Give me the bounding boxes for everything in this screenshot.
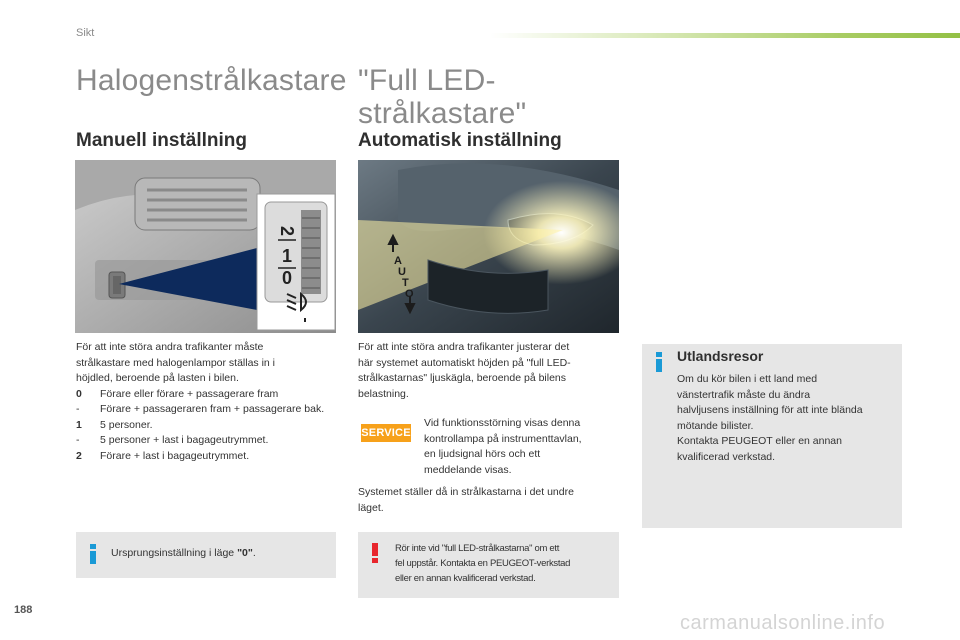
service-warning-lamp: SERVICE — [361, 424, 411, 442]
info-note-box — [76, 532, 336, 578]
auto-letter-u: U — [398, 266, 406, 278]
info-note-text: Ursprungsinställning i läge "0". — [111, 547, 256, 559]
dial-mark-2: 2 — [277, 225, 297, 237]
list-item: - Förare + passageraren fram + passagerare bak. — [76, 403, 325, 415]
auto-letter-a: A — [394, 255, 402, 267]
auto-letter-t: T — [402, 277, 409, 289]
headlamp-dial-inset — [257, 194, 335, 330]
left-body-text: För att inte störa andra trafikanter måste strålkastare med halogenlampor ställas in i höjdled, beroende på lasten i bilen. 0 Förare eller förare + passagerare fram - Förare + passageraren fram + passagerare bak. 1 5 personer. - 5 personer + last i bagageutrymmet. 2 Förare + last i bagageutrymmet. — [76, 340, 338, 464]
auto-headlamp-photo — [358, 160, 619, 333]
info-icon — [655, 352, 663, 372]
list-item: - 5 personer + last i bagageutrymmet. — [76, 434, 269, 446]
middle-body-text: För att inte störa andra trafikanter justerar det här systemet automatiskt höjden på "full LED- strålkastarnas" ljuskägla, beroende på bilens belastning. — [358, 341, 571, 400]
dial-mark-1: 1 — [281, 246, 293, 266]
travel-abroad-box — [642, 344, 902, 528]
section-label: Sikt — [76, 27, 95, 39]
travel-abroad-text: Om du kör bilen i ett land med vänstertrafik måste du ändra halvljusens inställning för att inte blända mötande bilister. Kontakta PEUGEOT eller en annan kvalificerad verkstad. — [677, 373, 863, 463]
list-item: 0 Förare eller förare + passagerare fram — [76, 387, 279, 400]
system-fallback-text: Systemet ställer då in strålkastarna i det undre läget. — [358, 486, 574, 514]
list-item: 1 5 personer. — [76, 418, 153, 431]
info-icon — [89, 544, 97, 564]
warning-note-box — [358, 532, 619, 598]
middle-title: "Full LED- strålkastare" — [358, 64, 527, 130]
watermark: carmanualsonline.info — [680, 612, 886, 634]
left-title: Halogenstrålkastare — [76, 64, 347, 97]
auto-letter-o: O — [405, 288, 414, 300]
dial-mark-0: 0 — [281, 268, 293, 288]
air-vent — [135, 178, 260, 230]
left-subtitle: Manuell inställning — [76, 130, 248, 151]
service-lamp-text: Vid funktionsstörning visas denna kontrollampa på instrumenttavlan, en ljudsignal hörs och ett meddelande visas. — [424, 417, 582, 476]
header-accent-bar — [490, 33, 960, 38]
page-number: 188 — [14, 604, 33, 616]
middle-subtitle: Automatisk inställning — [358, 130, 562, 151]
travel-abroad-title: Utlandsresor — [677, 348, 764, 364]
list-item: 2 Förare + last i bagageutrymmet. — [76, 449, 250, 462]
warning-note-text: Rör inte vid "full LED-strålkastarna" om ett fel uppstår. Kontakta en PEUGEOT-verkstad eller en annan kvalificerad verkstad. — [395, 543, 571, 584]
warning-icon — [371, 543, 379, 563]
manual-adjustment-photo — [75, 160, 336, 333]
